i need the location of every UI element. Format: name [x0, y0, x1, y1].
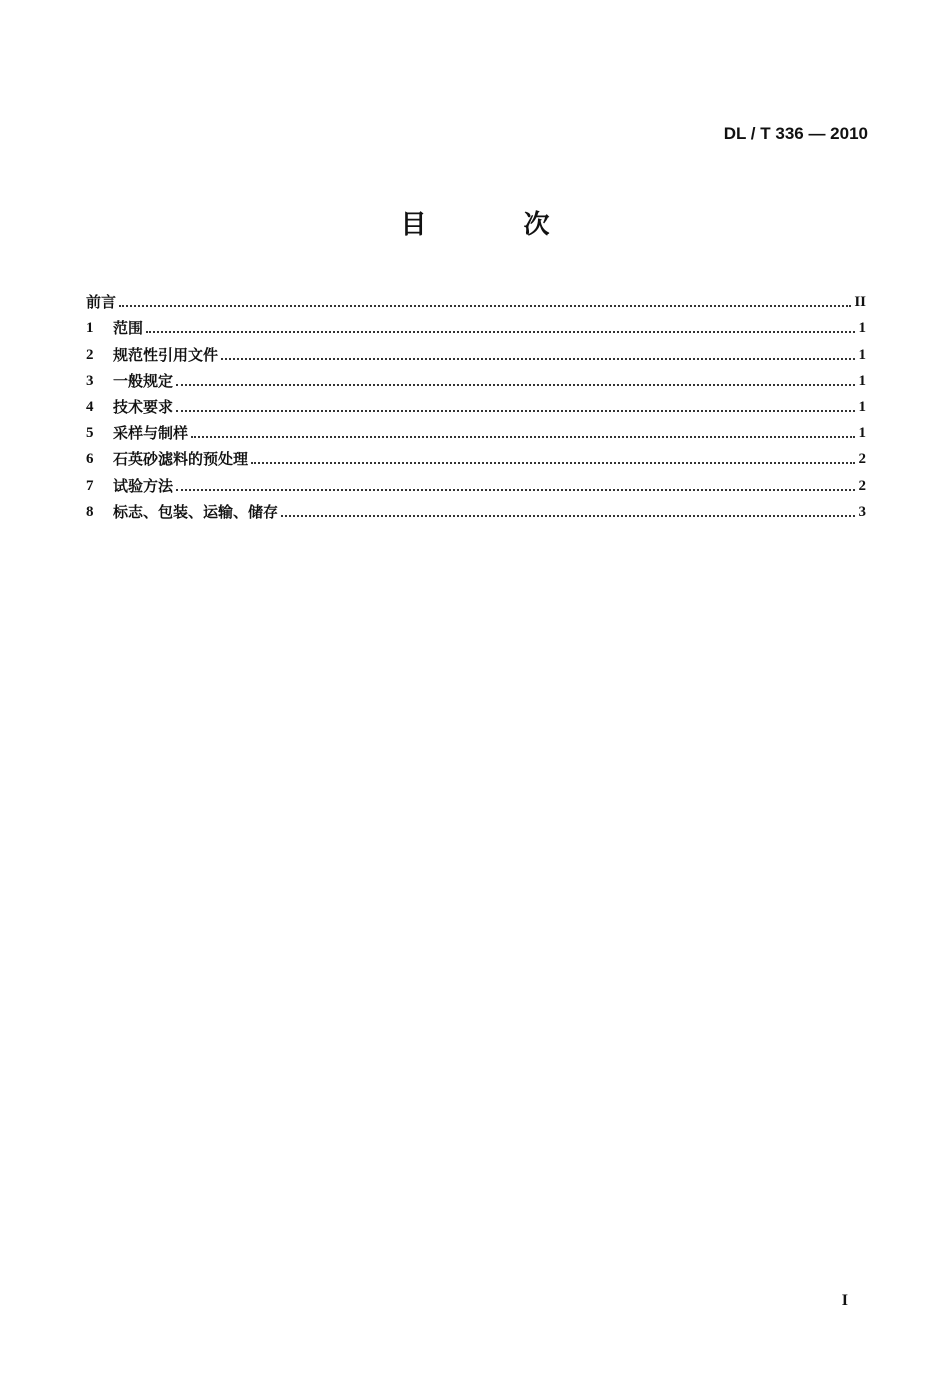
toc-entry-label: 技术要求 — [113, 397, 174, 416]
toc-entry-page: 1 — [858, 372, 866, 389]
toc-entry-1[interactable] — [86, 315, 866, 341]
document-code: DL / T 336 — 2010 — [723, 124, 868, 143]
toc-entry-number: 5 — [86, 425, 94, 442]
toc-entry-page: 1 — [858, 320, 866, 337]
toc-leader-dots — [176, 410, 855, 412]
toc-leader-dots — [251, 462, 855, 464]
toc-entry-label: 前言 — [86, 293, 117, 312]
toc-entry-number: 4 — [86, 398, 94, 415]
table-of-contents — [86, 289, 866, 525]
toc-leader-dots — [176, 384, 855, 386]
toc-title: 目 次 — [400, 210, 594, 240]
toc-leader-dots — [221, 358, 855, 360]
toc-entry-label: 标志、包装、运输、储存 — [113, 502, 279, 521]
toc-entry-page: 2 — [858, 477, 866, 494]
toc-entry-2[interactable] — [86, 341, 866, 367]
toc-entry-number: 2 — [86, 346, 94, 363]
toc-entry-page: 1 — [858, 346, 866, 363]
toc-entry-page: 1 — [858, 425, 866, 442]
page-number: I — [841, 1292, 848, 1309]
toc-entry-number: 8 — [86, 503, 94, 520]
toc-entry-page: II — [854, 294, 866, 311]
toc-entry-label: 采样与制样 — [113, 424, 189, 443]
toc-entry-page: 2 — [858, 451, 866, 468]
toc-entry-label: 试验方法 — [113, 476, 174, 495]
toc-entry-foreword[interactable] — [86, 289, 866, 315]
toc-entry-number: 3 — [86, 372, 94, 389]
toc-entry-label: 石英砂滤料的预处理 — [113, 450, 249, 469]
toc-leader-dots — [176, 489, 855, 491]
toc-leader-dots — [191, 436, 855, 438]
toc-entry-page: 1 — [858, 398, 866, 415]
toc-entry-number: 1 — [86, 320, 94, 337]
toc-entry-label: 范围 — [113, 319, 144, 338]
toc-entry-8[interactable] — [86, 499, 866, 525]
toc-entry-label: 一般规定 — [113, 371, 174, 390]
toc-leader-dots — [146, 331, 855, 333]
toc-entry-4[interactable] — [86, 394, 866, 420]
toc-entry-6[interactable] — [86, 446, 866, 472]
toc-entry-3[interactable] — [86, 368, 866, 394]
toc-entry-7[interactable] — [86, 472, 866, 498]
toc-entry-label: 规范性引用文件 — [113, 345, 219, 364]
toc-leader-dots — [119, 305, 851, 307]
toc-entry-5[interactable] — [86, 420, 866, 446]
toc-entry-page: 3 — [858, 503, 866, 520]
toc-leader-dots — [281, 515, 855, 517]
toc-entry-number: 6 — [86, 451, 94, 468]
toc-entry-number: 7 — [86, 477, 94, 494]
